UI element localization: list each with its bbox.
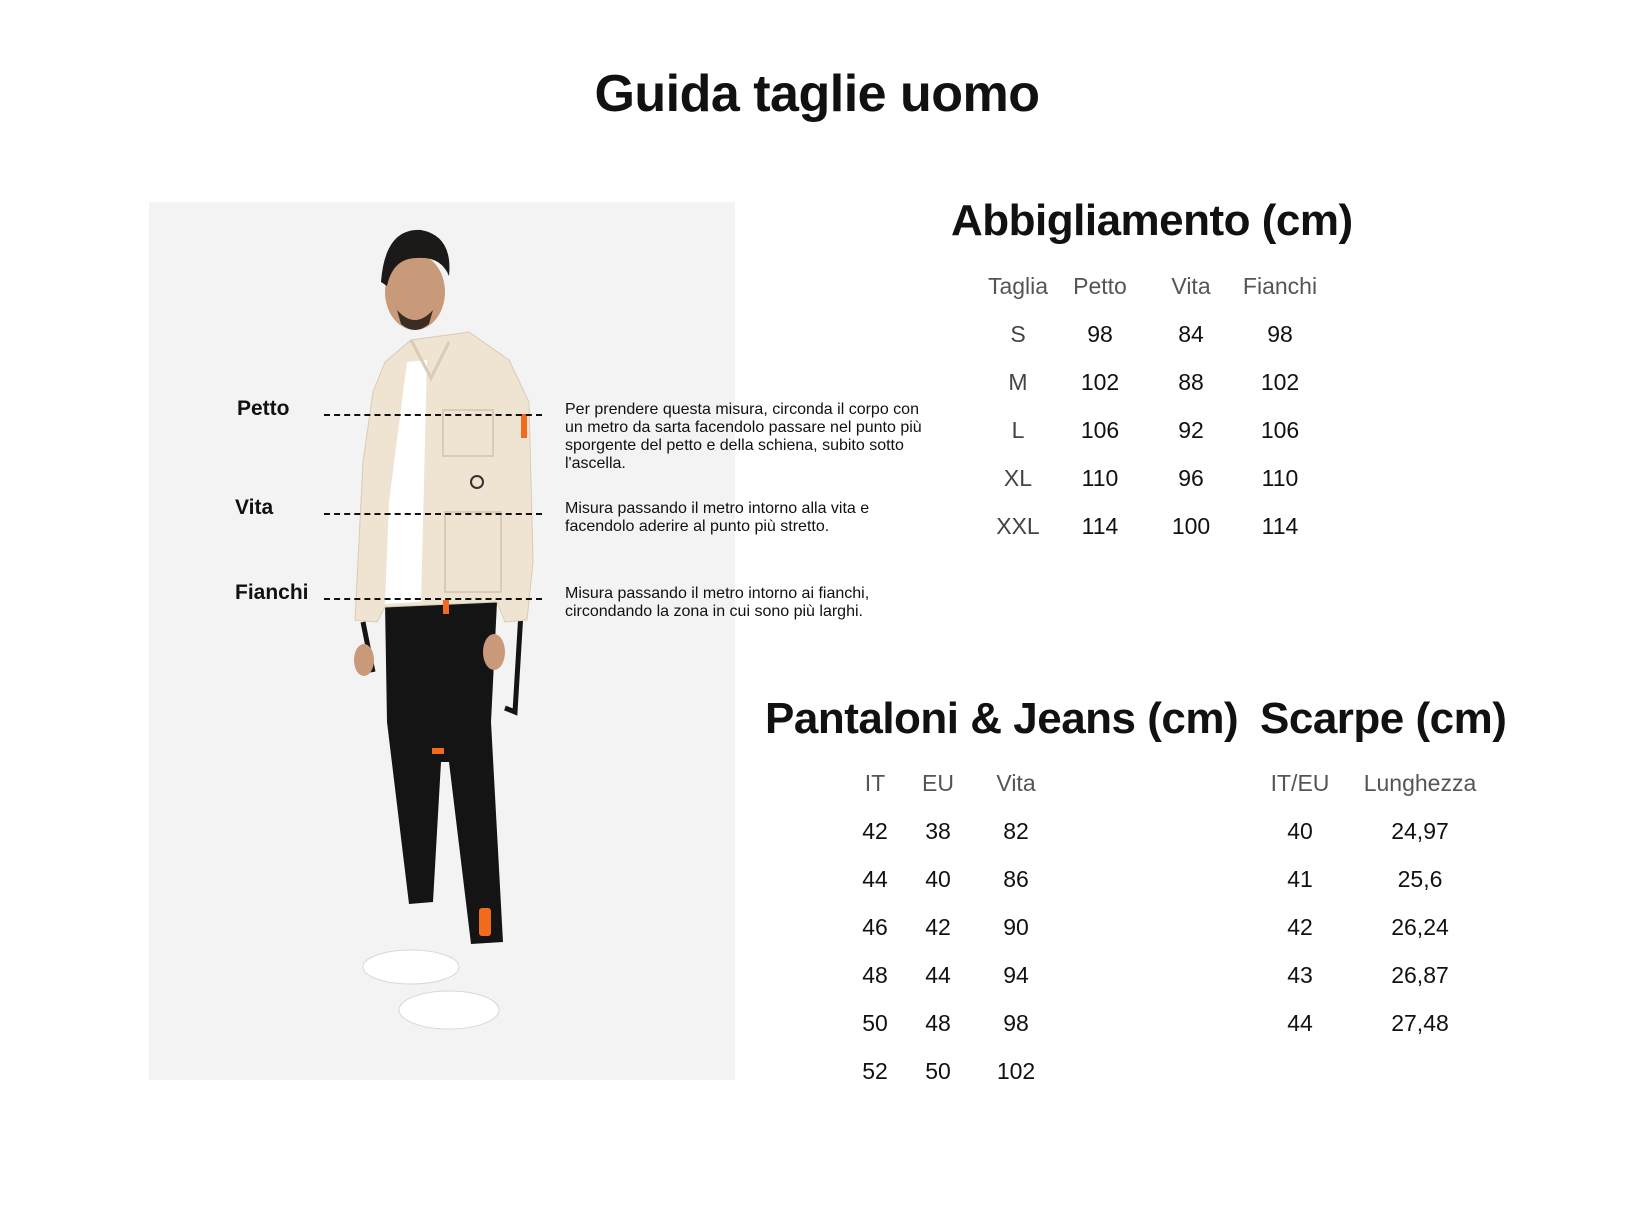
table-cell: L bbox=[1011, 416, 1025, 443]
table-cell: 48 bbox=[925, 1009, 951, 1036]
table-cell: 90 bbox=[1003, 913, 1029, 940]
table-row bbox=[1258, 999, 1498, 1047]
table-row bbox=[978, 310, 1320, 358]
model-illustration bbox=[149, 202, 735, 1080]
table-cell: 106 bbox=[1260, 416, 1300, 443]
table-cell: M bbox=[1008, 368, 1028, 395]
table-cell: 86 bbox=[1003, 865, 1029, 892]
column-header: Vita bbox=[1171, 272, 1211, 299]
table-cell: 46 bbox=[862, 913, 888, 940]
column-header: Taglia bbox=[987, 272, 1049, 299]
pants-table bbox=[847, 759, 1059, 1095]
table-cell: 44 bbox=[862, 865, 888, 892]
page-title: Guida taglie uomo bbox=[594, 65, 1040, 123]
table-cell: 94 bbox=[1003, 961, 1029, 988]
table-row bbox=[847, 999, 1059, 1047]
clothing-title: Abbigliamento (cm) bbox=[951, 196, 1353, 245]
table-cell: 50 bbox=[925, 1057, 951, 1084]
table-cell: 98 bbox=[1087, 320, 1113, 347]
shoes-title: Scarpe (cm) bbox=[1260, 694, 1507, 743]
column-header: Vita bbox=[996, 769, 1036, 796]
table-cell: XXL bbox=[996, 512, 1040, 539]
column-header: Petto bbox=[1073, 272, 1127, 299]
measure-line-petto bbox=[324, 414, 542, 416]
table-row bbox=[1258, 903, 1498, 951]
table-cell: 114 bbox=[1081, 512, 1119, 539]
measure-label-fianchi: Fianchi bbox=[235, 581, 309, 604]
sleeve-tab bbox=[521, 414, 527, 438]
table-row bbox=[978, 502, 1320, 550]
pants-tab bbox=[479, 908, 491, 936]
table-cell: 102 bbox=[1260, 368, 1300, 395]
column-header: Fianchi bbox=[1242, 272, 1318, 299]
measure-line-fianchi bbox=[324, 598, 542, 600]
pants-label bbox=[432, 748, 444, 754]
table-cell: 88 bbox=[1178, 368, 1204, 395]
table-cell: 110 bbox=[1261, 464, 1299, 491]
measure-label-petto: Petto bbox=[237, 397, 290, 420]
table-row bbox=[978, 454, 1320, 502]
table-row bbox=[978, 406, 1320, 454]
table-cell: XL bbox=[1003, 464, 1033, 491]
table-row bbox=[1258, 855, 1498, 903]
table-cell: 42 bbox=[862, 817, 888, 844]
table-cell: 102 bbox=[1080, 368, 1120, 395]
clothing-table bbox=[978, 262, 1320, 550]
model-photo-panel bbox=[149, 202, 735, 1080]
table-cell: 102 bbox=[996, 1057, 1036, 1084]
column-header: IT/EU bbox=[1270, 769, 1330, 796]
table-cell: 40 bbox=[1287, 817, 1313, 844]
table-cell: 38 bbox=[925, 817, 951, 844]
table-cell: 41 bbox=[1287, 865, 1313, 892]
table-row bbox=[847, 903, 1059, 951]
table-cell: 26,87 bbox=[1391, 961, 1449, 988]
table-header-row bbox=[847, 759, 1059, 807]
table-cell: 98 bbox=[1267, 320, 1293, 347]
table-row bbox=[847, 855, 1059, 903]
measure-desc-fianchi: Misura passando il metro intorno ai fianchi, circondando la zona in cui sono più larghi. bbox=[565, 585, 870, 620]
right-hand bbox=[483, 634, 505, 670]
table-cell: 27,48 bbox=[1391, 1009, 1449, 1036]
table-cell: 42 bbox=[1287, 913, 1313, 940]
table-row bbox=[1258, 951, 1498, 999]
table-row bbox=[978, 358, 1320, 406]
table-cell: 96 bbox=[1178, 464, 1204, 491]
table-cell: 43 bbox=[1287, 961, 1313, 988]
table-cell: 44 bbox=[1287, 1009, 1313, 1036]
measure-label-vita: Vita bbox=[235, 496, 274, 519]
measure-line-vita bbox=[324, 513, 542, 515]
measure-desc-petto: Per prendere questa misura, circonda il corpo con un metro da sarta facendolo passare nel punto più sporgente del petto e della schiena, subito sotto l'ascella. bbox=[565, 401, 922, 472]
column-header: Lunghezza bbox=[1363, 769, 1477, 796]
table-cell: 52 bbox=[862, 1057, 888, 1084]
table-cell: 100 bbox=[1171, 512, 1211, 539]
column-header: IT bbox=[864, 769, 886, 796]
table-cell: 24,97 bbox=[1391, 817, 1449, 844]
shoes-table bbox=[1258, 759, 1498, 1047]
table-cell: 98 bbox=[1003, 1009, 1029, 1036]
table-cell: 114 bbox=[1261, 512, 1299, 539]
table-cell: 44 bbox=[925, 961, 951, 988]
table-cell: 25,6 bbox=[1397, 865, 1443, 892]
table-row bbox=[847, 807, 1059, 855]
table-row bbox=[1258, 807, 1498, 855]
table-cell: 84 bbox=[1178, 320, 1204, 347]
table-cell: 82 bbox=[1003, 817, 1029, 844]
right-shoe bbox=[399, 991, 499, 1029]
table-cell: 42 bbox=[925, 913, 951, 940]
table-cell: 40 bbox=[925, 865, 951, 892]
table-row bbox=[847, 1047, 1059, 1095]
left-hand bbox=[354, 644, 374, 676]
table-header-row bbox=[1258, 759, 1498, 807]
table-cell: 92 bbox=[1178, 416, 1204, 443]
table-cell: 26,24 bbox=[1391, 913, 1449, 940]
table-cell: 110 bbox=[1081, 464, 1119, 491]
pants-title: Pantaloni & Jeans (cm) bbox=[765, 694, 1239, 743]
table-row bbox=[847, 951, 1059, 999]
table-cell: S bbox=[1010, 320, 1026, 347]
table-cell: 106 bbox=[1080, 416, 1120, 443]
measure-desc-vita: Misura passando il metro intorno alla vita e facendolo aderire al punto più stretto. bbox=[565, 500, 870, 535]
left-shoe bbox=[363, 950, 459, 984]
table-cell: 48 bbox=[862, 961, 888, 988]
table-header-row bbox=[978, 262, 1320, 310]
table-cell: 50 bbox=[862, 1009, 888, 1036]
column-header: EU bbox=[922, 769, 954, 796]
